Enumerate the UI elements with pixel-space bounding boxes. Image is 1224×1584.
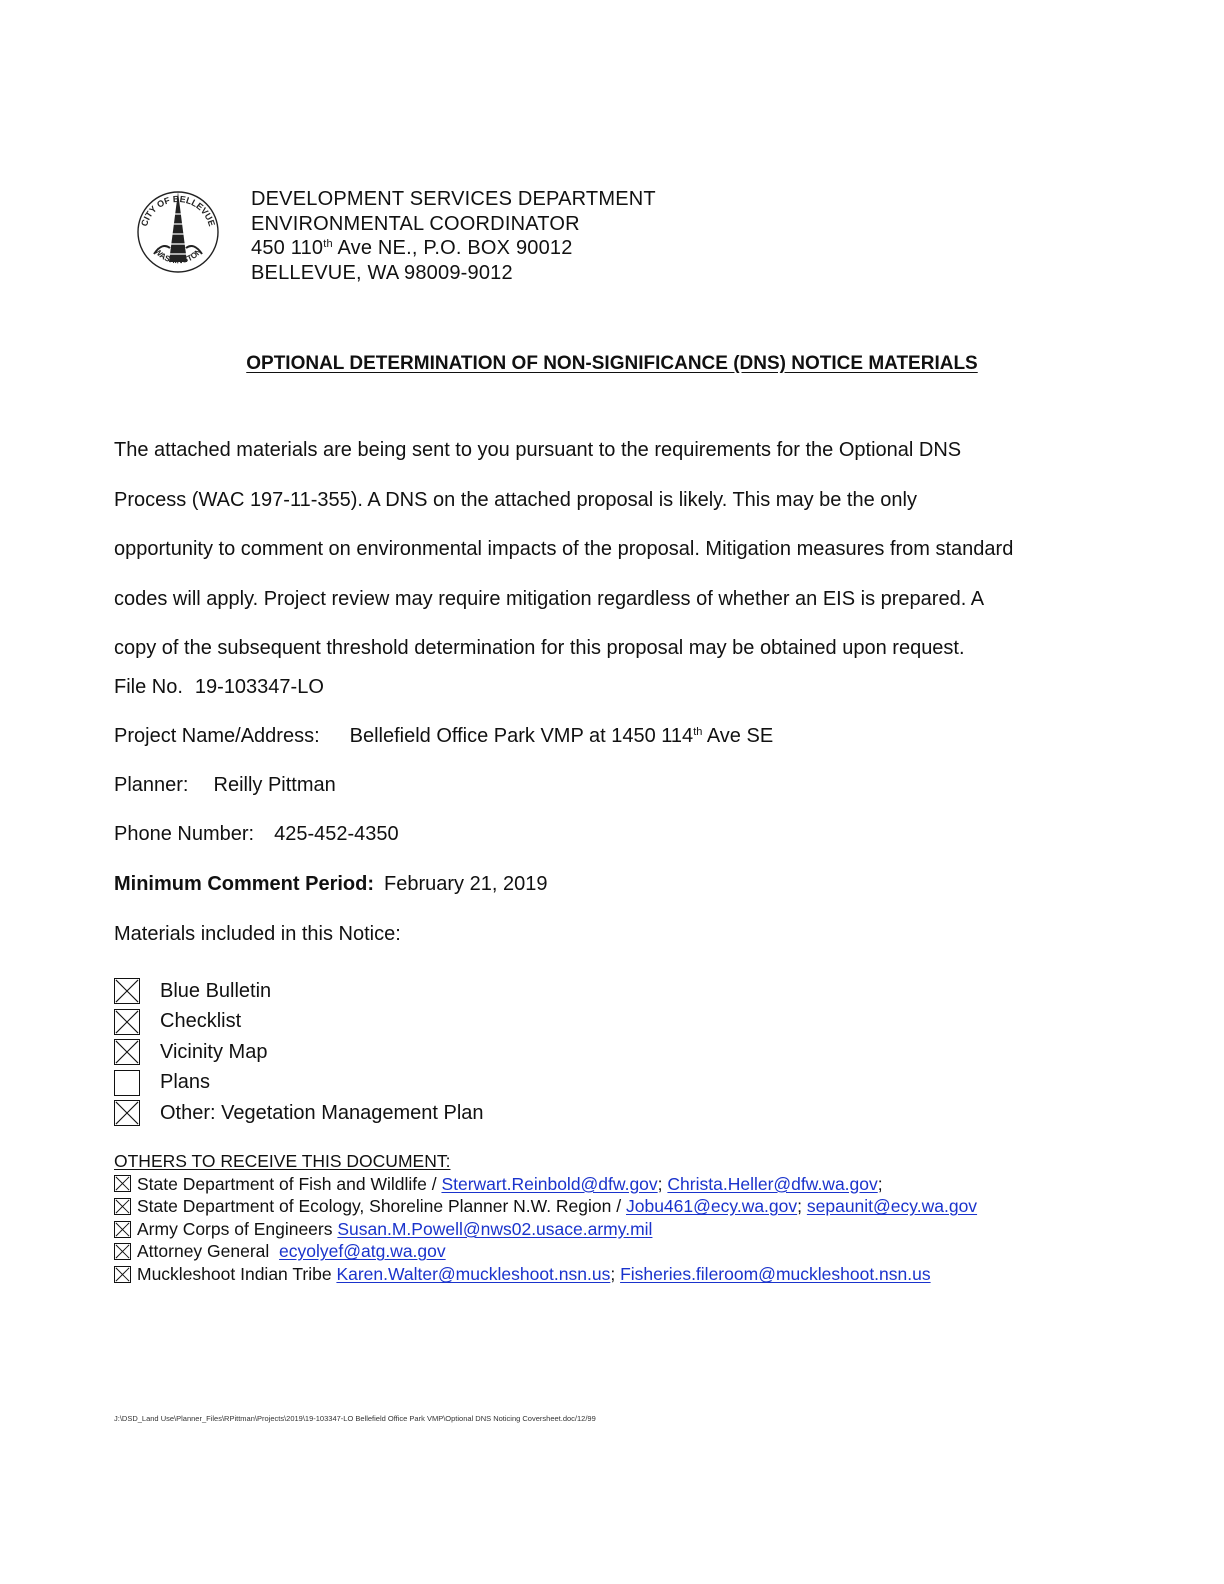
- recipient-name: State Department of Fish and Wildlife /: [137, 1173, 437, 1194]
- check-x-icon: [115, 1244, 130, 1259]
- file-number-value: 19-103347-LO: [194, 676, 324, 698]
- check-x-icon: [115, 1101, 139, 1125]
- intro-paragraph: [114, 426, 1114, 674]
- check-x-icon: [115, 1222, 130, 1237]
- email-link[interactable]: Fisheries.fileroom@muckleshoot.nsn.us: [620, 1263, 931, 1284]
- material-item: [114, 1068, 484, 1099]
- check-x-icon: [115, 1176, 130, 1191]
- email-link[interactable]: Jobu461@ecy.wa.gov: [625, 1196, 798, 1217]
- phone-label: Phone Number:: [114, 823, 255, 845]
- intro-line: opportunity to comment on environmental impacts of the proposal. Mitigation measures from standard: [114, 538, 1014, 561]
- recipient-row: State Department of Fish and Wildlife / Sterwart.Reinbold@dfw.gov ; Christa.Heller@dfw.wa.gov ;: [114, 1173, 977, 1196]
- recipient-row: [114, 1240, 977, 1263]
- material-item: [114, 976, 484, 1007]
- project-label: Project Name/Address:: [114, 725, 320, 747]
- recipient-checkbox[interactable]: [114, 1243, 131, 1260]
- check-x-icon: [115, 1267, 130, 1282]
- materials-checklist: [114, 976, 484, 1129]
- material-item: [114, 1098, 484, 1129]
- letterhead: [251, 187, 656, 285]
- footer-file-path: J:\DSD_Land Use\Planner_Files\RPittman\Projects\2019\19-103347-LO Bellefield Office Park VMP\Optional DNS Noticing Coversheet.doc/12/99: [114, 1414, 596, 1423]
- intro-line: The attached materials are being sent to you pursuant to the requirements for the Optional DNS: [114, 439, 962, 461]
- recipient-name: Muckleshoot Indian Tribe: [137, 1263, 332, 1284]
- recipient-checkbox[interactable]: [114, 1198, 131, 1215]
- recipient-name: Attorney General: [137, 1241, 270, 1262]
- seal-text-top: CITY OF BELLEVUE: [139, 193, 217, 228]
- comment-period-value: February 21, 2019: [384, 873, 548, 895]
- material-label: Checklist: [160, 1010, 242, 1033]
- email-link[interactable]: ecyolyef@atg.wa.gov: [279, 1241, 446, 1262]
- project-field: [114, 725, 773, 748]
- material-checkbox[interactable]: [114, 1100, 140, 1126]
- material-label: Vicinity Map: [160, 1040, 268, 1063]
- recipient-row: Muckleshoot Indian Tribe Karen.Walter@muckleshoot.nsn.us ; Fisheries.fileroom@muckleshoot.nsn.us: [114, 1263, 977, 1286]
- phone-field: [114, 823, 399, 846]
- intro-line: Process (WAC 197-11-355). A DNS on the attached proposal is likely. This may be the only: [114, 488, 917, 511]
- recipient-checkbox[interactable]: [114, 1221, 131, 1238]
- recipients-heading: OTHERS TO RECEIVE THIS DOCUMENT:: [114, 1151, 451, 1171]
- dept-name: DEVELOPMENT SERVICES DEPARTMENT: [251, 188, 656, 210]
- file-number-label: File No.: [114, 676, 183, 698]
- document-title: OPTIONAL DETERMINATION OF NON-SIGNIFICANCE (DNS) NOTICE MATERIALS: [246, 353, 978, 374]
- material-item: [114, 1007, 484, 1038]
- recipient-row: State Department of Ecology, Shoreline Planner N.W. Region / Jobu461@ecy.wa.gov ; sepaunit@ecy.wa.gov: [114, 1195, 977, 1218]
- phone-value: 425-452-4350: [274, 823, 399, 845]
- email-link[interactable]: Susan.M.Powell@nws02.usace.army.mil: [337, 1218, 653, 1239]
- recipient-row: [114, 1218, 977, 1241]
- city-seal-logo: [132, 184, 224, 276]
- email-link[interactable]: sepaunit@ecy.wa.gov: [806, 1196, 978, 1217]
- recipient-checkbox[interactable]: [114, 1266, 131, 1283]
- material-item: [114, 1037, 484, 1068]
- city-address: BELLEVUE, WA 98009-9012: [251, 261, 513, 284]
- material-checkbox[interactable]: [114, 1009, 140, 1035]
- email-link[interactable]: Christa.Heller@dfw.wa.gov: [667, 1173, 878, 1194]
- recipient-checkbox[interactable]: [114, 1175, 131, 1192]
- recipients-section: [114, 1150, 977, 1286]
- comment-period-label: Minimum Comment Period:: [114, 873, 375, 895]
- recipient-name: Army Corps of Engineers: [137, 1218, 333, 1239]
- check-x-icon: [115, 1199, 130, 1214]
- comment-period-field: [114, 873, 547, 896]
- material-label: Blue Bulletin: [160, 979, 272, 1002]
- email-link[interactable]: Sterwart.Reinbold@dfw.gov: [441, 1173, 658, 1194]
- seal-text-bottom: WASHINGTON: [152, 246, 204, 266]
- material-checkbox[interactable]: [114, 1039, 140, 1065]
- check-x-icon: [115, 1040, 139, 1064]
- planner-label: Planner:: [114, 774, 189, 796]
- materials-label: Materials included in this Notice:: [114, 923, 401, 945]
- check-x-icon: [115, 1010, 139, 1034]
- material-label: Plans: [160, 1071, 211, 1094]
- material-checkbox[interactable]: [114, 1070, 140, 1096]
- material-label: Other: Vegetation Management Plan: [160, 1101, 484, 1124]
- planner-value: Reilly Pittman: [213, 774, 336, 796]
- intro-line: copy of the subsequent threshold determination for this proposal may be obtained upon request.: [114, 637, 965, 660]
- email-link[interactable]: Karen.Walter@muckleshoot.nsn.us: [336, 1263, 611, 1284]
- coordinator-title: ENVIRONMENTAL COORDINATOR: [251, 212, 580, 235]
- planner-field: [114, 774, 336, 797]
- file-number-field: [114, 676, 324, 699]
- check-x-icon: [115, 979, 139, 1003]
- material-checkbox[interactable]: [114, 978, 140, 1004]
- intro-line: codes will apply. Project review may require mitigation regardless of whether an EIS is prepared. A: [114, 587, 985, 610]
- street-address: 450 110th Ave NE., P.O. BOX 90012: [251, 237, 573, 259]
- recipient-name: State Department of Ecology, Shoreline Planner N.W. Region /: [137, 1196, 622, 1217]
- project-value: Bellefield Office Park VMP at 1450 114th Ave SE: [349, 725, 774, 747]
